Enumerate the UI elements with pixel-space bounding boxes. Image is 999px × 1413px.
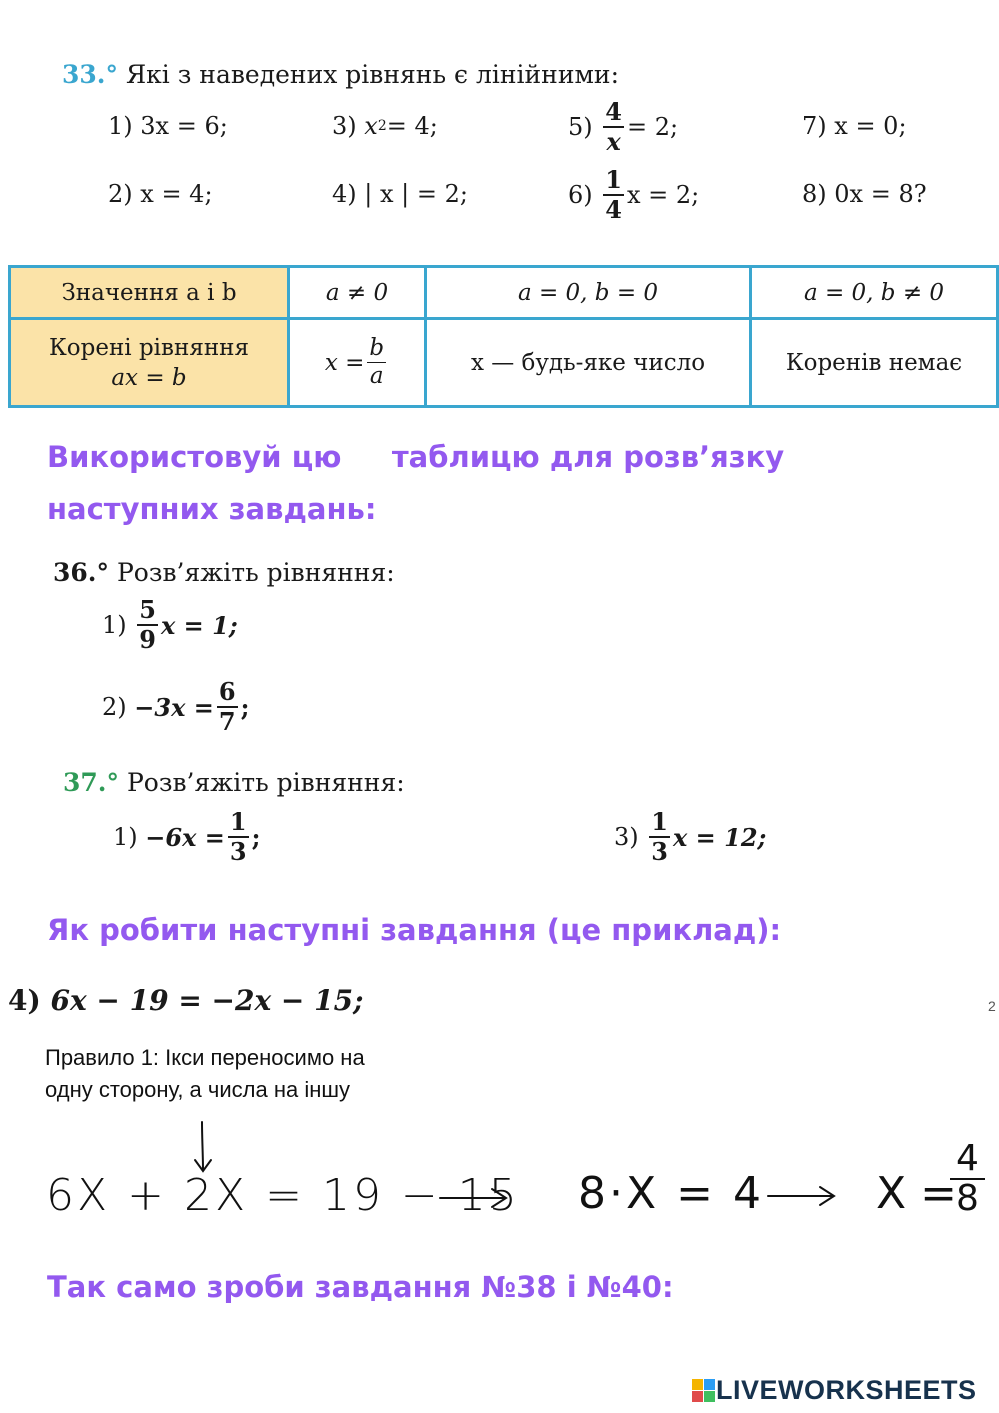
fraction — [228, 807, 249, 866]
table-cell: a = 0, b = 0 — [426, 267, 751, 319]
item-expression: = 2; — [626, 113, 679, 141]
table-cell: a = 0, b ≠ 0 — [751, 267, 998, 319]
task-33-title — [62, 60, 619, 89]
example-label: 4) — [8, 984, 41, 1017]
item-expression: = 4; — [386, 112, 438, 140]
task-33-item-5 — [568, 97, 679, 156]
hand-step-2: 8·X = 4 — [578, 1168, 764, 1219]
item-base: x — [364, 112, 378, 140]
denominator: 3 — [651, 837, 668, 866]
table-row — [10, 319, 998, 407]
task-33-item-3 — [332, 112, 438, 140]
item-expression: 0x = 8? — [834, 180, 927, 208]
numerator: 4 — [605, 97, 622, 126]
example-expression: 6x − 19 = −2x − 15; — [50, 984, 364, 1017]
instruction-line-2: наступних завдань: — [47, 492, 377, 526]
instruction-final: Так само зроби завдання №38 і №40: — [47, 1270, 674, 1304]
denominator: 9 — [139, 625, 156, 654]
table-header-values: Значення a і b — [10, 267, 289, 319]
hand-step-1: 6X + 2X = 19 − 15 — [46, 1170, 520, 1221]
task-33-question: Які з наведених рівнянь є лінійними: — [125, 60, 620, 89]
table-row — [10, 267, 998, 319]
header-line: ax = b — [111, 364, 187, 391]
hand-step-3-lhs: X = — [876, 1168, 957, 1219]
task-33-item-7 — [802, 112, 907, 140]
task-37-title — [63, 768, 405, 797]
rule-line-2: одну сторону, а числа на іншу — [45, 1077, 351, 1102]
task-36-title — [53, 558, 395, 587]
task-37-number: 37.° — [63, 768, 119, 797]
example-equation — [8, 984, 363, 1017]
item-label: 8) — [802, 180, 827, 208]
item-expression: ; — [251, 822, 261, 852]
fraction — [137, 595, 158, 654]
task-37-item-3 — [614, 807, 767, 866]
task-33-item-4 — [332, 180, 468, 208]
task-36-number: 36.° — [53, 558, 109, 587]
brand-logo — [692, 1375, 977, 1406]
task-36-item-1 — [102, 595, 238, 654]
item-expression: x = 2; — [626, 181, 700, 209]
item-label: 4) — [332, 180, 357, 208]
item-lhs: −3x = — [134, 692, 214, 722]
task-33-item-1 — [108, 112, 228, 140]
task-33-item-2 — [108, 180, 213, 208]
item-label: 2) — [102, 693, 127, 721]
arrow-right-icon — [766, 1181, 838, 1211]
fraction — [603, 165, 624, 224]
task-33-number: 33.° — [62, 60, 118, 89]
item-label: 6) — [568, 181, 593, 209]
fraction — [649, 807, 670, 866]
table-cell: Коренів немає — [751, 319, 998, 407]
denominator: a — [369, 363, 384, 389]
table-cell — [289, 319, 426, 407]
liveworksheets-logo-icon — [692, 1379, 716, 1403]
table-cell: a ≠ 0 — [289, 267, 426, 319]
task-37-item-1 — [113, 807, 261, 866]
item-label: 1) — [108, 112, 133, 140]
page-number: 2 — [988, 998, 996, 1014]
item-label: 1) — [113, 823, 138, 851]
item-label: 3) — [614, 823, 639, 851]
denominator: 4 — [605, 195, 622, 224]
arrow-right-icon — [438, 1183, 510, 1213]
down-arrow-icon — [190, 1118, 220, 1178]
item-expression: x = 1; — [160, 610, 238, 640]
roots-table — [8, 265, 999, 408]
denominator: x — [606, 127, 621, 156]
task-33-item-6 — [568, 165, 700, 224]
item-expression: 3x = 6; — [140, 112, 228, 140]
task-37-question: Розв’яжіть рівняння: — [126, 768, 405, 797]
fraction — [217, 677, 238, 736]
item-expression: | x | = 2; — [364, 180, 468, 208]
task-36-question: Розв’яжіть рівняння: — [116, 558, 395, 587]
numerator: 6 — [218, 677, 236, 706]
numerator: b — [369, 335, 385, 361]
denominator: 7 — [218, 707, 236, 736]
item-label: 7) — [802, 112, 827, 140]
denominator: 8 — [956, 1177, 979, 1219]
item-exponent: 2 — [377, 118, 387, 134]
brand-name: LIVEWORKSHEETS — [716, 1375, 977, 1405]
header-line: Корені рівняння — [48, 334, 249, 361]
numerator: 1 — [605, 165, 622, 194]
table-header-roots — [10, 319, 289, 407]
item-expression: x = 4; — [140, 180, 213, 208]
task-33-item-8 — [802, 180, 927, 208]
numerator: 1 — [229, 807, 247, 836]
instruction-example-heading: Як робити наступні завдання (це приклад): — [47, 913, 782, 947]
item-label: 5) — [568, 113, 593, 141]
item-expression: x = 0; — [834, 112, 907, 140]
item-expression: ; — [240, 692, 250, 722]
hand-step-3-fraction — [950, 1140, 985, 1218]
cell-lhs: x = — [324, 349, 365, 376]
item-label: 2) — [108, 180, 133, 208]
fraction — [603, 97, 624, 156]
instruction-line-1: Використовуй цю таблицю для розв’язку — [47, 440, 785, 474]
item-label: 1) — [102, 611, 127, 639]
numerator: 5 — [139, 595, 156, 624]
fraction — [367, 337, 386, 388]
table-cell: x — будь-яке число — [426, 319, 751, 407]
rule-line-1: Правило 1: Ікси переносимо на — [45, 1045, 365, 1070]
item-expression: x = 12; — [672, 822, 767, 852]
item-label: 3) — [332, 112, 357, 140]
task-36-item-2 — [102, 677, 250, 736]
item-lhs: −6x = — [145, 822, 225, 852]
denominator: 3 — [229, 837, 247, 866]
numerator: 1 — [651, 807, 668, 836]
numerator: 4 — [950, 1140, 985, 1180]
